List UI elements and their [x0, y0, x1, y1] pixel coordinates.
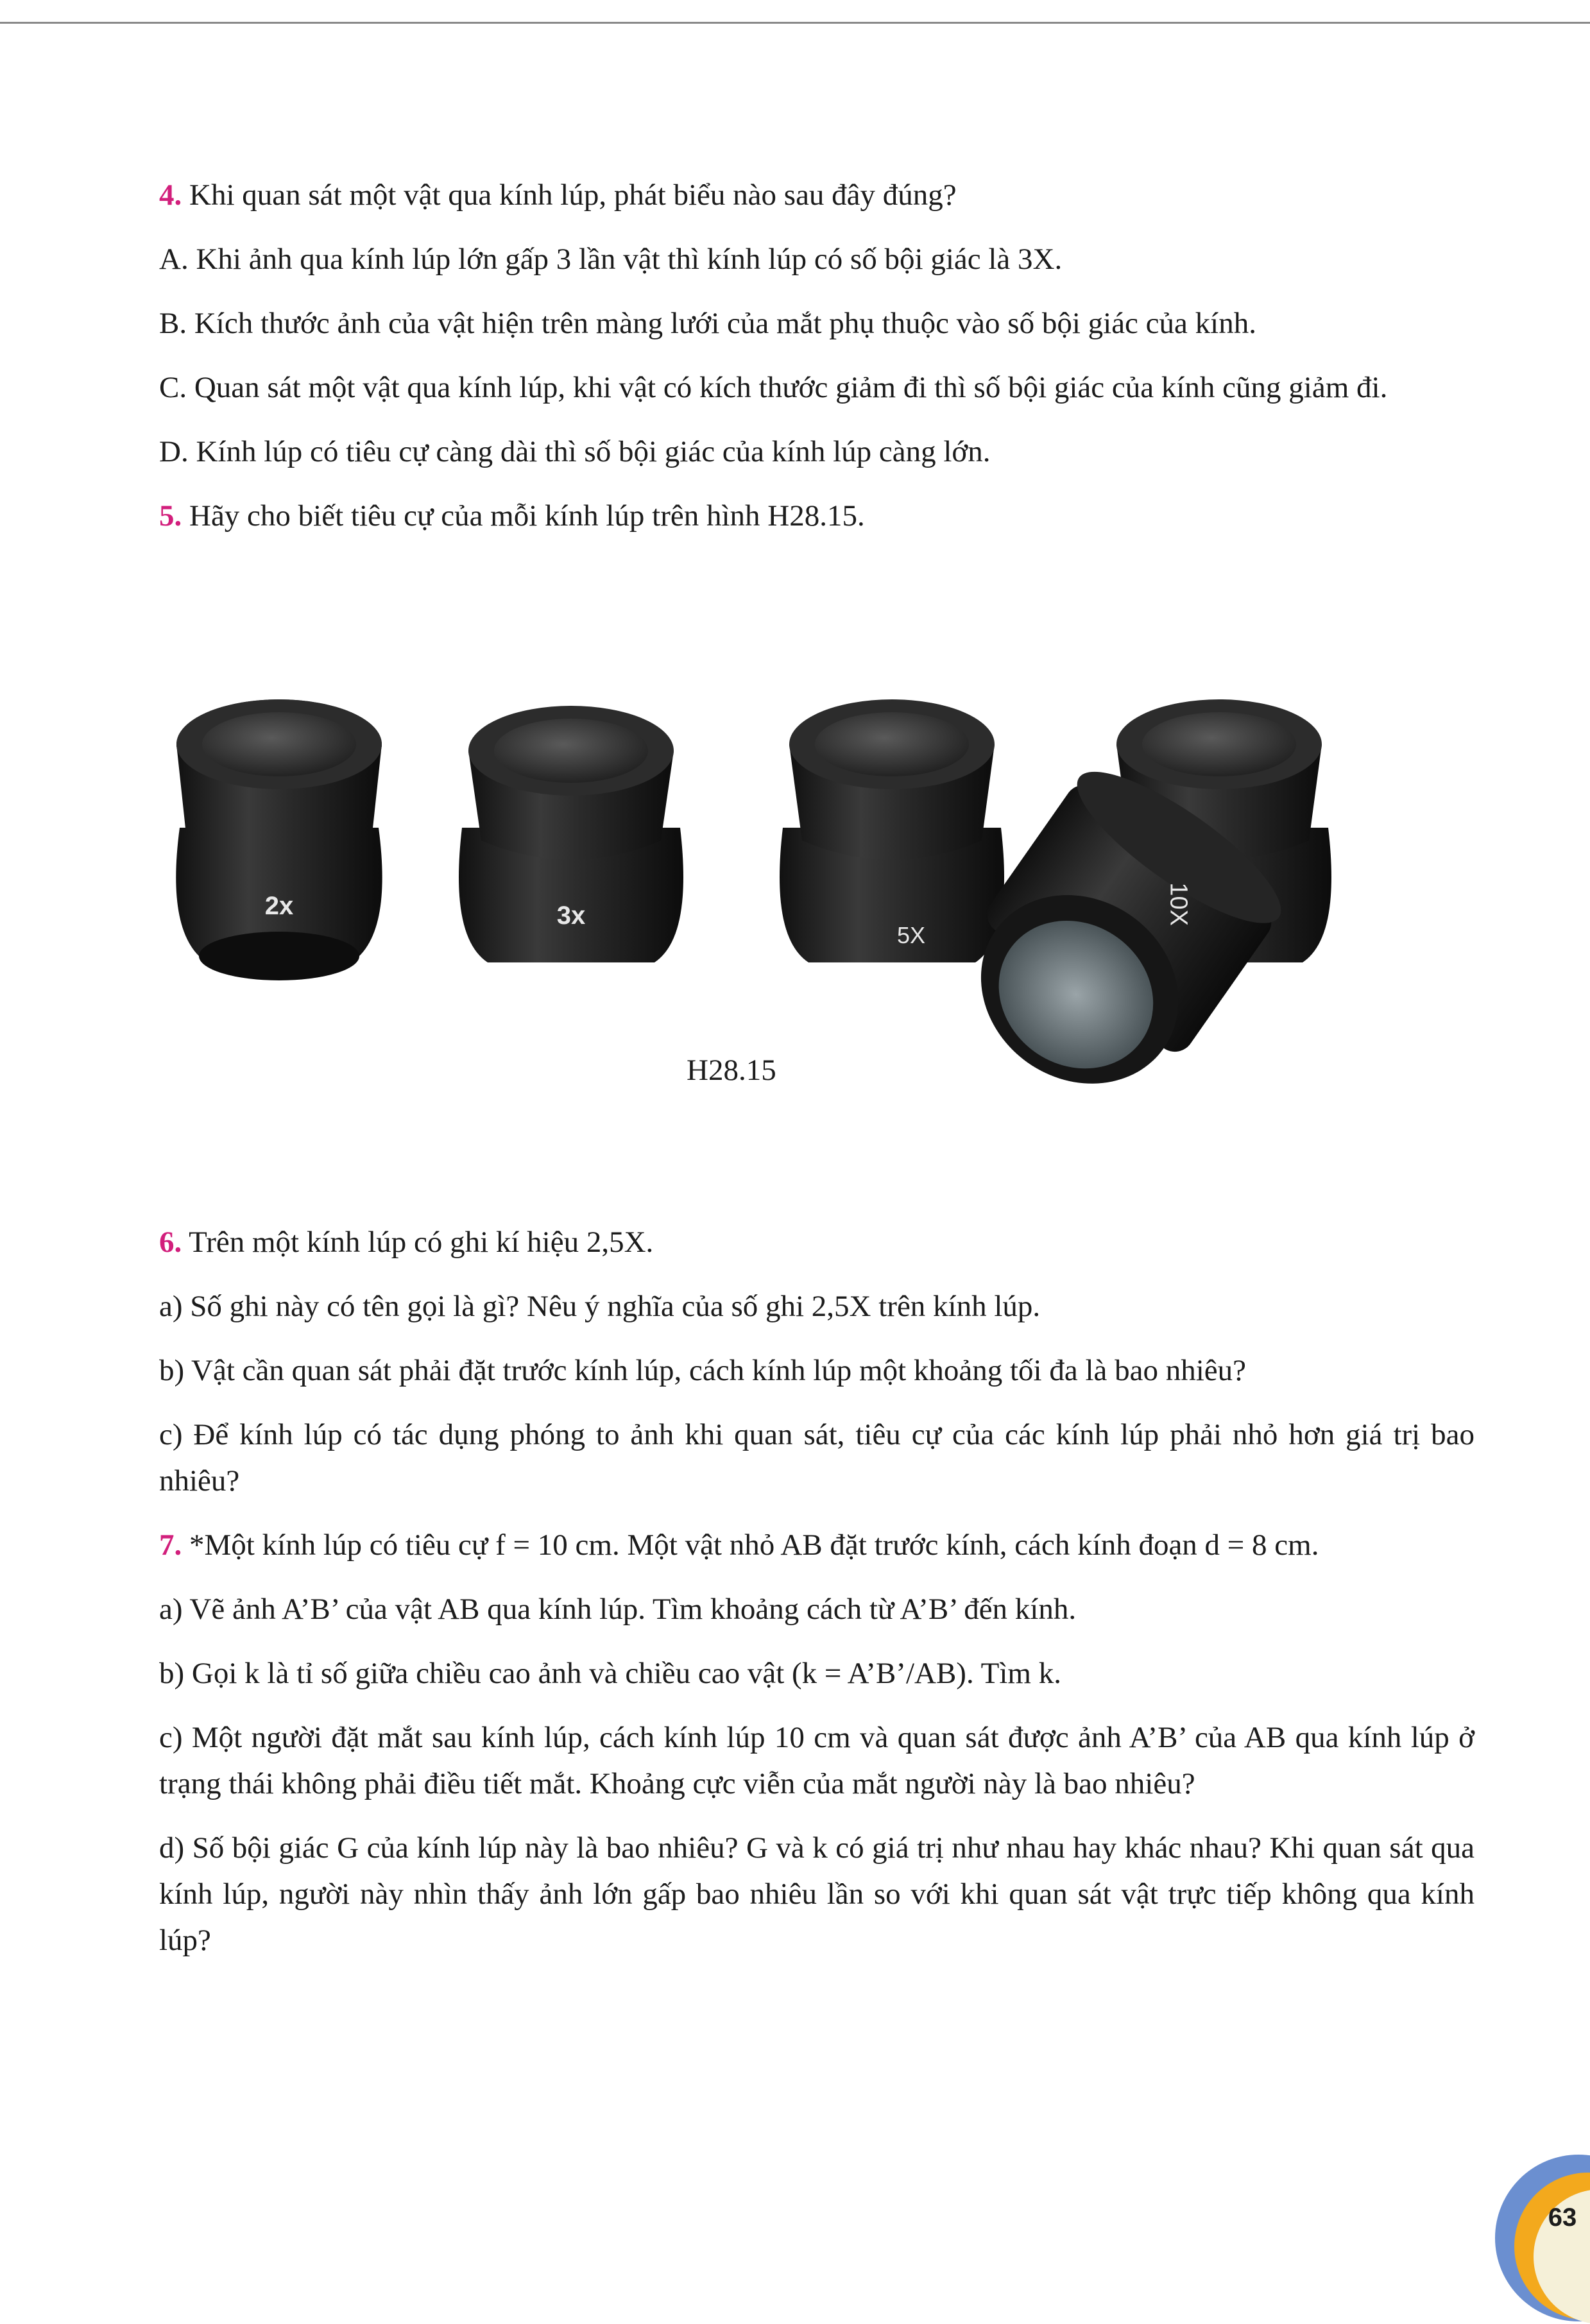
question-number: 6.	[159, 1226, 182, 1259]
page-number: 63	[1548, 2203, 1577, 2232]
question-7	[159, 1522, 1475, 1568]
option-d: D. Kính lúp có tiêu cự càng dài thì số bội giác của kính lúp càng lớn.	[159, 435, 991, 468]
magnifier-loupes-figure	[167, 693, 1424, 1142]
questions-6-7	[159, 1219, 1475, 1981]
question-7-part-d: d) Số bội giác G của kính lúp này là bao nhiêu? G và k có giá trị như nhau hay khác nhau? Khi quan sát qua kính lúp, người này nhìn thấy ảnh lớn gấp bao nhiêu lần so với khi quan sát vật trực tiếp không qua kính lúp?	[159, 1831, 1475, 1957]
question-6	[159, 1219, 1475, 1265]
loupe-label: 3x	[556, 901, 586, 930]
question-6-part-c: c) Để kính lúp có tác dụng phóng to ảnh khi quan sát, tiêu cự của các kính lúp phải nhỏ hơn giá trị bao nhiêu?	[159, 1418, 1475, 1498]
loupe-label: 5X	[896, 922, 926, 948]
loupe-3x	[459, 706, 683, 962]
option-c: C. Quan sát một vật qua kính lúp, khi vật có kích thước giảm đi thì số bội giác của kính cũng giảm đi.	[159, 371, 1388, 404]
question-5	[159, 493, 1475, 539]
header-rule	[0, 22, 1590, 24]
loupe-2x	[176, 699, 382, 980]
question-6-part-a: a) Số ghi này có tên gọi là gì? Nêu ý nghĩa của số ghi 2,5X trên kính lúp.	[159, 1290, 1041, 1323]
question-stem: Trên một kính lúp có ghi kí hiệu 2,5X.	[182, 1226, 654, 1259]
question-stem: *Một kính lúp có tiêu cự f = 10 cm. Một vật nhỏ AB đặt trước kính, cách kính đoạn d = 8 cm.	[182, 1528, 1319, 1562]
question-4	[159, 172, 1475, 218]
loupe-label: 10X	[1165, 882, 1192, 927]
option-a: A. Khi ảnh qua kính lúp lớn gấp 3 lần vật thì kính lúp có số bội giác là 3X.	[159, 243, 1063, 276]
question-stem: Hãy cho biết tiêu cự của mỗi kính lúp trên hình H28.15.	[182, 499, 865, 533]
question-number: 4.	[159, 178, 182, 212]
question-7-part-c: c) Một người đặt mắt sau kính lúp, cách kính lúp 10 cm và quan sát được ảnh A’B’ của AB qua kính lúp ở trạng thái không phải điều tiết mắt. Khoảng cực viễn của mắt người này là bao nhiêu?	[159, 1721, 1475, 1800]
option-b: B. Kích thước ảnh của vật hiện trên màng lưới của mắt phụ thuộc vào số bội giác của kính.	[159, 307, 1256, 340]
loupe-5x	[780, 699, 1004, 962]
question-stem: Khi quan sát một vật qua kính lúp, phát biểu nào sau đây đúng?	[182, 178, 957, 212]
question-7-part-b: b) Gọi k là tỉ số giữa chiều cao ảnh và chiều cao vật (k = A’B’/AB). Tìm k.	[159, 1657, 1061, 1690]
question-6-part-b: b) Vật cần quan sát phải đặt trước kính lúp, cách kính lúp một khoảng tối đa là bao nhiêu?	[159, 1354, 1247, 1387]
figure-caption: H28.15	[687, 1054, 776, 1087]
question-number: 5.	[159, 499, 182, 533]
question-7-part-a: a) Vẽ ảnh A’B’ của vật AB qua kính lúp. Tìm khoảng cách từ A’B’ đến kính.	[159, 1593, 1077, 1626]
question-number: 7.	[159, 1528, 182, 1562]
questions-4-5	[159, 172, 1475, 557]
loupe-label: 2x	[264, 892, 294, 920]
